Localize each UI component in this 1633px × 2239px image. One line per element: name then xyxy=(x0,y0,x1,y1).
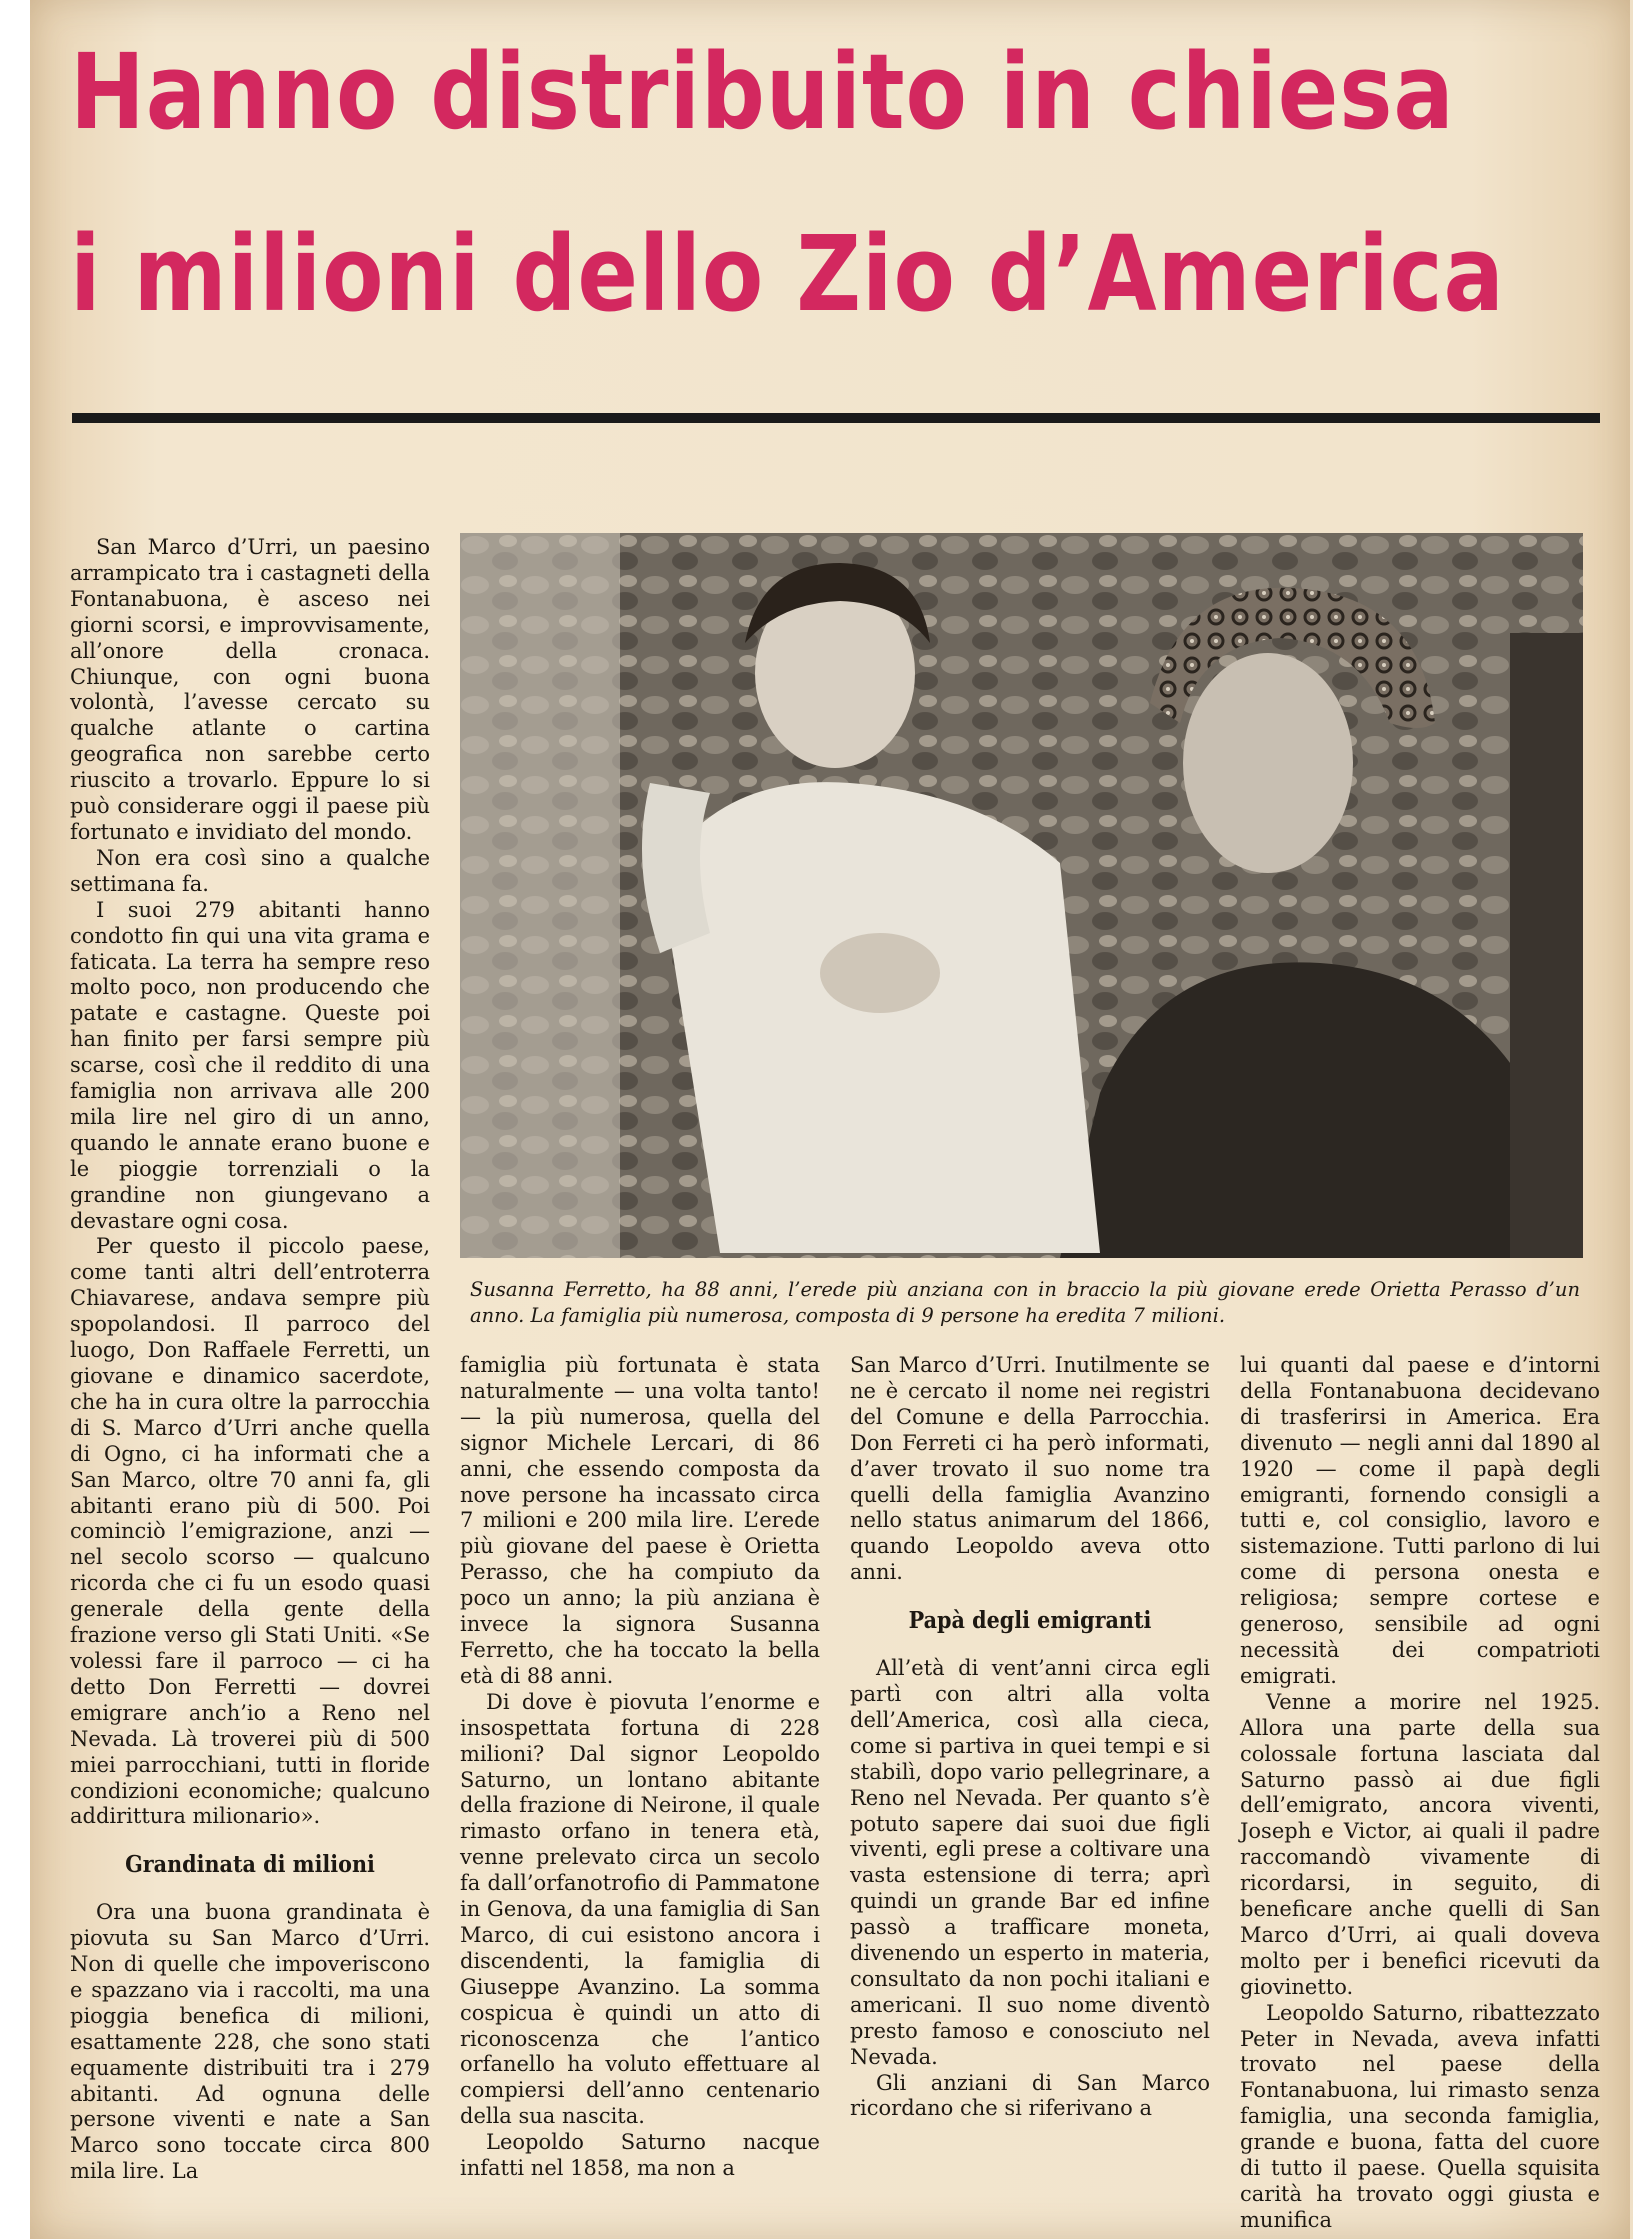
photo-caption: Susanna Ferretto, ha 88 anni, l’erede più anziana con in braccio la più giovane erede Orietta Perasso d’un anno. La famiglia più numerosa, composta di 9 persone ha eredita 7 milioni. xyxy=(470,1278,1580,1327)
paragraph: Leopoldo Saturno, ribattezzato Peter in Nevada, aveva infatti trovato nel paese della Fontanabuona, lui rimasto senza famiglia, una seconda famiglia, grande e buona, fatta del cuore di tutto il paese. Quella squisita carità ha trovato oggi giusta e munifica xyxy=(1240,2000,1600,2232)
subheading-papa-emigranti: Papà degli emigranti xyxy=(908,1607,1152,1635)
paragraph: Leopoldo Saturno nacque infatti nel 1858, ma non a xyxy=(460,2130,820,2181)
article-column-1 xyxy=(70,535,430,2185)
paragraph: lui quanti dal paese e d’intorni della Fontanabuona decidevano di trasferirsi in America. Era divenuto — negli anni dal 1890 al 1920 — come il papà degli emigranti, fornendo consigli a tutti e, col consiglio, lavoro e sistemazione. Tutti parlono di lui come di persona onesta e religiosa; sempre cortese e generoso, sensibile ad ogni necessità dei compatrioti emigrati. xyxy=(1240,1353,1600,1688)
paragraph: Non era così sino a qualche settimana fa. xyxy=(70,845,430,896)
headline-line-2: i milioni dello Zio d’America xyxy=(70,213,1505,335)
paragraph: Per questo il piccolo paese, come tanti altri dell’entroterra Chiavarese, andava sempre più spopolandosi. Il parroco del luogo, Don Raffaele Ferretti, un giovane e dinamico sacerdote, che ha in cura oltre la parrocchia di S. Marco d’Urri anche quella di Ogno, ci ha informati che a San Marco, oltre 70 anni fa, gli abitanti erano più di 500. Poi cominciò l’emigrazione, anzi — nel secolo scorso — qualcuno ricorda che ci fu un esodo quasi generale della gente della frazione verso gli Stati Uniti. «Se volessi fare il parroco — ci ha detto Don Ferretti — dovrei emigrare anch’io a Reno nel Nevada. Là troverei più di 500 miei parrocchiani, tutti in floride condizioni economiche; qualcuno addirittura milionario». xyxy=(70,1234,430,1829)
paragraph: I suoi 279 abitanti hanno condotto fin qui una vita grama e faticata. La terra ha sempre reso molto poco, non producendo che patate e castagne. Queste poi han finito per farsi sempre più scarse, così che il reddito di una famiglia non arrivava alle 200 mila lire nel giro di un anno, quando le annate erano buone e le pioggie torrenziali o la grandine non giungevano a devastare ogni cosa. xyxy=(70,897,430,1233)
article-column-3 xyxy=(850,1353,1210,2122)
paragraph: San Marco d’Urri. Inutilmente se ne è cercato il nome nei registri del Comune e della Parrocchia. Don Ferreti ci ha però informati, d’aver trovato il suo nome tra quelli della famiglia Avanzino nello status animarum del 1866, quando Leopoldo aveva otto anni. xyxy=(850,1353,1210,1585)
paragraph: Di dove è piovuta l’enorme e insospettata fortuna di 228 milioni? Dal signor Leopoldo Saturno, un lontano abitante della frazione di Neirone, il quale rimasto orfano in tenera età, venne prelevato circa un secolo fa dall’orfanotrofio di Pammatone in Genova, da una famiglia di San Marco, di cui esistono ancora i discendenti, la famiglia di Giuseppe Avanzino. La somma cospicua è quindi un atto di riconoscenza che l’antico orfanello ha voluto effettuare al compiersi dell’anno centenario della sua nascita. xyxy=(460,1689,820,2129)
paragraph: famiglia più fortunata è stata naturalmente — una volta tanto! — la più numerosa, quella del signor Michele Lercari, di 86 anni, che essendo composta da nove persone ha incassato circa 7 milioni e 200 mila lire. L’erede più giovane del paese è Orietta Perasso, che ha compiuto da poco un anno; la più anziana è invece la signora Susanna Ferretto, che ha toccato la bella età di 88 anni. xyxy=(460,1353,820,1688)
paragraph: Venne a morire nel 1925. Allora una parte della sua colossale fortuna lasciata dal Saturno passò ai due figli dell’emigrato, ancora viventi, Joseph e Victor, ai quali il padre raccomandò vivamente di ricordarsi, in seguito, di beneficare anche quelli di San Marco d’Urri, ai quali doveva molto per i benefici ricevuti da giovinetto. xyxy=(1240,1689,1600,1999)
headline-line-1: Hanno distribuito in chiesa xyxy=(70,31,1455,153)
photo-elderly-woman-with-child xyxy=(460,533,1583,1258)
paragraph: Gli anziani di San Marco ricordano che si riferivano a xyxy=(850,2070,1210,2121)
scan-margin xyxy=(0,0,34,2239)
photo-illustration xyxy=(460,533,1583,1258)
headline-rule xyxy=(72,413,1600,423)
article-column-4 xyxy=(1240,1353,1600,2234)
paragraph: All’età di vent’anni circa egli partì con altri alla volta dell’America, così alla cieca, come si partiva in quei tempi e si stabilì, dopo vario pellegrinare, a Reno nel Nevada. Per quanto s’è potuto sapere dai suoi due figli viventi, egli prese a coltivare una vasta estensione di terra; aprì quindi un grande Bar ed infine passò a trafficare moneta, divenendo un esperto in materia, consultato da non pochi italiani e americani. Il suo nome diventò presto famoso e conosciuto nel Nevada. xyxy=(850,1656,1210,2069)
subheading-grandinata: Grandinata di milioni xyxy=(125,1851,375,1879)
paragraph: Ora una buona grandinata è piovuta su San Marco d’Urri. Non di quelle che impoveriscono e spazzano via i raccolti, ma una pioggia benefica di milioni, esattamente 228, che sono stati equamente distribuiti tra i 279 abitanti. Ad ognuna delle persone viventi e nate a San Marco sono toccate circa 800 mila lire. La xyxy=(70,1900,430,2184)
article-column-2 xyxy=(460,1353,820,2182)
paragraph: San Marco d’Urri, un paesino arrampicato tra i castagneti della Fontanabuona, è asceso nei giorni scorsi, e improvvisamente, all’onore della cronaca. Chiunque, con ogni buona volontà, l’avesse cercato su qualche atlante o cartina geografica non sarebbe certo riuscito a trovarlo. Eppure lo si può considerare oggi il paese più fortunato e invidiato del mondo. xyxy=(70,535,430,844)
